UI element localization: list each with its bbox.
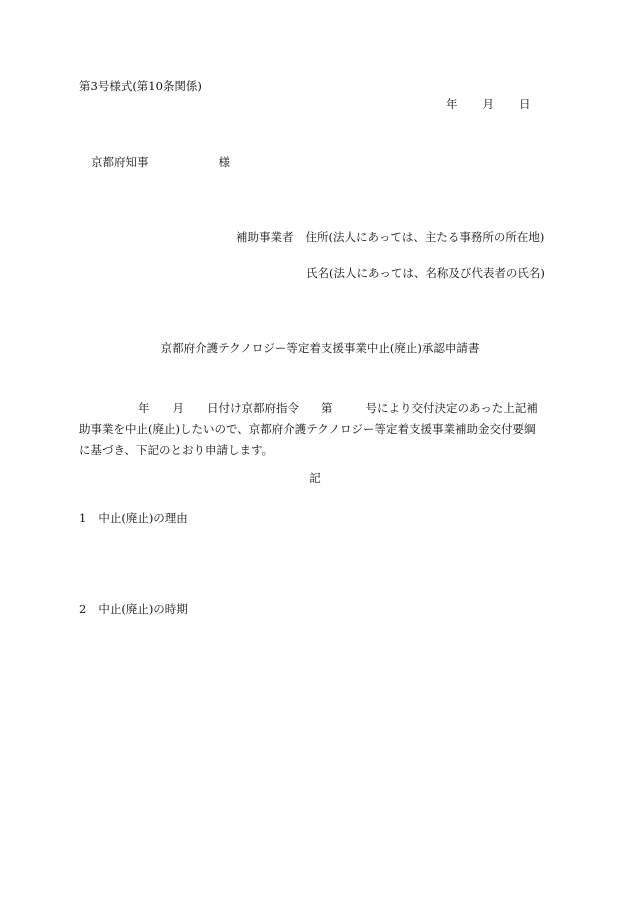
item-1 <box>79 513 188 525</box>
addressee <box>91 157 230 169</box>
body-text <box>79 398 559 461</box>
item-2-label: 中止(廃止)の時期 <box>98 602 188 616</box>
form-number: 第3号様式(第10条関係) <box>79 79 202 93</box>
body-year: 年 <box>138 401 150 415</box>
body-line-3: に基づき、下記のとおり申請します。 <box>79 443 274 457</box>
body-line-1 <box>79 398 559 419</box>
body-number-prefix: 第 <box>321 401 333 415</box>
ki-mark: 記 <box>309 471 321 485</box>
body-month: 月 <box>172 401 184 415</box>
addressee-title: 京都府知事 <box>91 155 149 169</box>
item-2-number: 2 <box>79 602 87 616</box>
applicant-address: 住所(法人にあっては、主たる事務所の所在地) <box>305 230 545 244</box>
applicant-address-row <box>236 232 544 244</box>
body-day-text: 日付け京都府指令 <box>207 401 299 415</box>
date-line <box>446 99 531 111</box>
date-day: 日 <box>519 97 531 111</box>
item-1-label: 中止(廃止)の理由 <box>98 511 188 525</box>
addressee-honorific: 様 <box>218 155 230 169</box>
date-month: 月 <box>482 97 494 111</box>
body-line-2: 助事業を中止(廃止)したいので、京都府介護テクノロジー等定着支援事業補助金交付要綱 <box>79 422 536 436</box>
date-year: 年 <box>446 97 458 111</box>
item-1-number: 1 <box>79 511 87 525</box>
item-2 <box>79 604 188 616</box>
applicant-label: 補助事業者 <box>236 230 294 244</box>
document-title: 京都府介護テクノロジー等定着支援事業中止(廃止)承認申請書 <box>160 341 480 355</box>
body-line-1-rest: 号により交付決定のあった上記補 <box>365 401 538 415</box>
applicant-name-row: 氏名(法人にあっては、名称及び代表者の氏名) <box>306 266 545 280</box>
